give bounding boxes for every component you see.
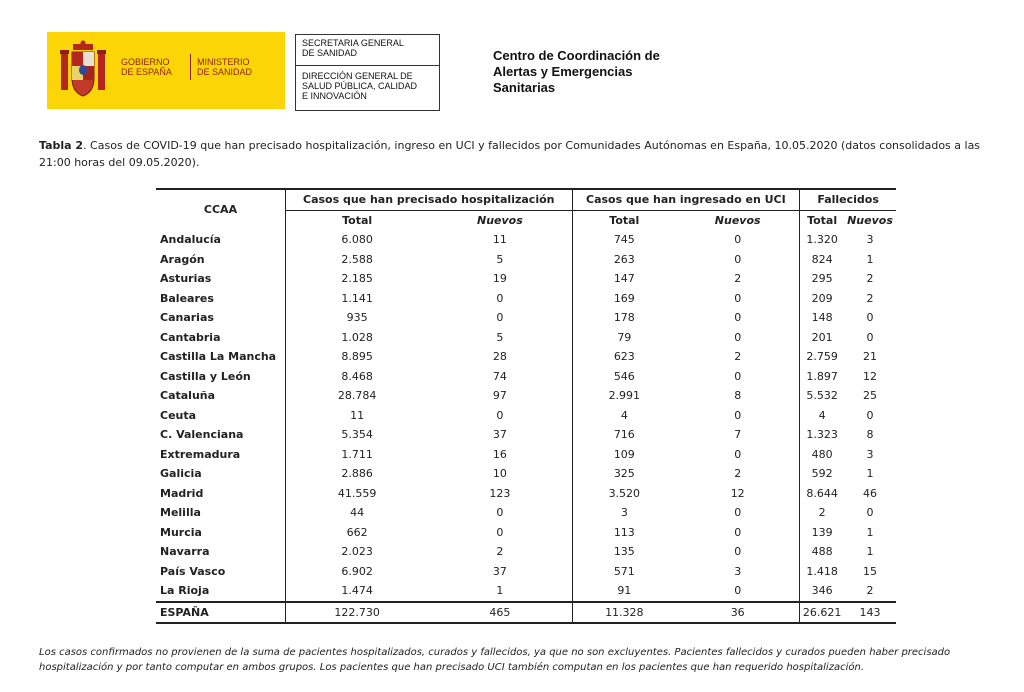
cell-fall-total: 5.532 [800,386,844,406]
cell-ccaa: Murcia [160,525,202,539]
cell-fall-nuevos: 0 [866,311,874,324]
cell-ccaa: Aragón [160,252,205,266]
table-row [156,367,896,387]
cell-fall-nuevos: 2 [866,584,874,597]
cell-uci-total: 109 [572,445,676,465]
cell-hosp-total: 1.141 [286,289,429,309]
table-row [156,308,896,328]
cell-uci-total: 3.520 [572,484,676,504]
cell-hosp-nuevos: 19 [492,272,507,285]
cell-ccaa: País Vasco [160,564,226,578]
table-row [156,445,896,465]
cell-ccaa: ESPAÑA [156,602,286,624]
cell-hosp-total: 41.559 [286,484,429,504]
table-row [156,328,896,348]
cell-hosp-nuevos: 10 [492,467,507,480]
cell-ccaa: C. Valenciana [160,428,244,441]
cell-ccaa: Madrid [160,486,204,500]
cell-uci-nuevos: 3 [734,564,742,578]
table-row [156,250,896,270]
cell-uci-total: 571 [572,562,676,582]
cell-ccaa: Cataluña [160,389,216,402]
cell-uci-nuevos: 2 [734,350,742,363]
cell-fall-total: 346 [800,581,844,602]
cell-ccaa: Asturias [160,272,212,285]
table-row [156,484,896,504]
cell-uci-nuevos: 2 [734,467,742,480]
cell-hosp-total: 2.023 [286,542,429,562]
total-row [156,602,896,624]
cell-fall-total: 26.621 [800,602,844,624]
cell-fall-nuevos: 12 [862,369,877,383]
table-body [156,230,896,623]
cell-ccaa: Galicia [160,467,202,480]
cell-hosp-nuevos: 28 [492,350,507,363]
cell-hosp-total: 8.895 [286,347,429,367]
cell-ccaa: Castilla La Mancha [160,350,277,363]
cell-uci-total: 716 [572,425,676,445]
cell-fall-nuevos: 1 [866,252,874,266]
cell-uci-nuevos: 7 [734,428,742,441]
cell-hosp-total: 8.468 [286,367,429,387]
uci-total-header: Total [572,210,676,230]
table-row [156,562,896,582]
cell-ccaa: Melilla [160,506,201,519]
cell-hosp-nuevos: 0 [496,408,504,422]
cell-uci-nuevos: 0 [734,525,742,539]
cell-fall-total: 1.418 [800,562,844,582]
cell-uci-nuevos: 0 [734,369,742,383]
cell-hosp-nuevos: 123 [489,486,511,500]
table-row [156,523,896,543]
secretaria-box [295,34,440,111]
cell-fall-nuevos: 2 [866,272,874,285]
secretaria-label: SECRETARIA GENERAL DE SANIDAD [296,35,439,66]
cell-hosp-total: 6.902 [286,562,429,582]
cell-hosp-total: 662 [286,523,429,543]
cell-fall-total: 480 [800,445,844,465]
table-row [156,347,896,367]
cell-uci-total: 2.991 [572,386,676,406]
cell-fall-total: 1.320 [800,230,844,250]
cell-fall-nuevos: 2 [866,291,874,305]
cell-hosp-total: 2.886 [286,464,429,484]
cell-ccaa: Cantabria [160,330,221,344]
cell-hosp-total: 44 [286,503,429,523]
cell-hosp-nuevos: 97 [492,389,507,402]
gobierno-label: GOBIERNO DE ESPAÑA [121,57,172,77]
group-uci-header: Casos que han ingresado en UCI [572,189,800,210]
cell-hosp-total: 6.080 [286,230,429,250]
table-row [156,464,896,484]
cell-uci-total: 135 [572,542,676,562]
group-fallecidos-header: Fallecidos [800,189,896,210]
cell-uci-nuevos: 0 [734,330,742,344]
cell-hosp-nuevos: 465 [428,602,572,624]
cell-hosp-nuevos: 37 [492,428,507,441]
cell-fall-nuevos: 3 [866,447,874,461]
cell-fall-nuevos: 46 [862,486,877,500]
cell-uci-nuevos: 0 [734,447,742,461]
cell-uci-total: 113 [572,523,676,543]
cell-hosp-nuevos: 1 [496,584,504,597]
direccion-label: DIRECCIÓN GENERAL DE SALUD PÚBLICA, CALIDAD E INNOVACIÓN [302,71,418,101]
covid-table [156,188,896,624]
cell-fall-nuevos: 1 [866,525,874,539]
logo-divider [190,54,191,80]
table-row [156,406,896,426]
cell-ccaa: Andalucía [160,233,221,246]
table-row [156,425,896,445]
cell-hosp-total: 1.474 [286,581,429,602]
cell-uci-nuevos: 36 [676,602,800,624]
cell-uci-total: 147 [572,269,676,289]
cell-hosp-total: 11 [286,406,429,426]
centro-coordinacion-title: Centro de Coordinación de Alertas y Emergencias Sanitarias [493,48,660,95]
cell-uci-nuevos: 0 [734,545,742,558]
table-row [156,581,896,602]
cell-uci-total: 3 [572,503,676,523]
cell-ccaa: Navarra [160,545,210,558]
cell-fall-total: 592 [800,464,844,484]
table-row [156,269,896,289]
cell-hosp-nuevos: 0 [496,311,504,324]
cell-fall-nuevos: 21 [862,350,877,363]
table-row [156,542,896,562]
uci-nuevos-header: Nuevos [714,213,761,227]
cell-uci-total: 169 [572,289,676,309]
cell-fall-nuevos: 0 [866,330,874,344]
cell-uci-total: 79 [572,328,676,348]
cell-uci-total: 745 [572,230,676,250]
cell-uci-total: 263 [572,250,676,270]
cell-uci-nuevos: 0 [734,233,742,246]
cell-hosp-nuevos: 16 [492,447,507,461]
cell-hosp-total: 1.711 [286,445,429,465]
coat-of-arms-icon [59,40,107,100]
cell-fall-total: 2 [800,503,844,523]
col-ccaa-header: CCAA [203,203,238,217]
ministerio-label: MINISTERIO DE SANIDAD [197,57,253,77]
cell-fall-total: 1.897 [800,367,844,387]
cell-uci-nuevos: 0 [734,311,742,324]
cell-hosp-total: 28.784 [286,386,429,406]
cell-ccaa: La Rioja [160,584,210,597]
cell-fall-total: 295 [800,269,844,289]
cell-uci-total: 11.328 [572,602,676,624]
cell-uci-nuevos: 8 [734,389,742,402]
cell-fall-nuevos: 15 [862,564,877,578]
caption-text: . Casos de COVID-19 que han precisado hospitalización, ingreso en UCI y fallecidos por Comunidades Autónomas en España, 10.05.2020 (datos consolidados a las 21:00 horas del 09.05.2020). [39,139,981,169]
cell-hosp-nuevos: 2 [496,545,504,558]
cell-uci-total: 325 [572,464,676,484]
cell-hosp-total: 2.185 [286,269,429,289]
cell-uci-total: 546 [572,367,676,387]
cell-hosp-nuevos: 0 [496,525,504,539]
cell-hosp-total: 122.730 [286,602,429,624]
cell-hosp-nuevos: 37 [492,564,507,578]
fall-nuevos-header: Nuevos [847,213,893,227]
fall-total-header: Total [800,210,844,230]
cell-uci-total: 91 [572,581,676,602]
cell-hosp-total: 2.588 [286,250,429,270]
cell-fall-nuevos: 1 [866,467,874,480]
cell-fall-total: 201 [800,328,844,348]
cell-hosp-total: 935 [286,308,429,328]
cell-hosp-nuevos: 0 [496,506,504,519]
cell-ccaa: Baleares [160,291,214,305]
footnote: Los casos confirmados no provienen de la suma de pacientes hospitalizados, curados y fallecidos, ya que no son excluyentes. Pacientes fallecidos y curados pueden haber precisado hospitalización y por tanto computar en ambos grupos. Los pacientes que han precisado UCI también computan en los pacientes que han requerido hospitalización. [39,647,951,673]
group-hospitalizacion-header: Casos que han precisado hospitalización [286,189,573,210]
cell-fall-total: 2.759 [800,347,844,367]
cell-fall-total: 148 [800,308,844,328]
cell-fall-nuevos: 25 [862,389,877,402]
cell-fall-total: 139 [800,523,844,543]
table-row [156,386,896,406]
cell-fall-total: 4 [800,406,844,426]
cell-hosp-nuevos: 74 [492,369,507,383]
cell-fall-total: 1.323 [800,425,844,445]
cell-fall-total: 209 [800,289,844,309]
cell-hosp-total: 5.354 [286,425,429,445]
cell-uci-nuevos: 0 [734,584,742,597]
cell-hosp-nuevos: 0 [496,291,504,305]
cell-uci-nuevos: 0 [734,408,742,422]
cell-hosp-nuevos: 5 [496,330,504,344]
table-caption [39,137,1014,171]
table-row [156,230,896,250]
cell-ccaa: Extremadura [160,447,241,461]
cell-uci-total: 4 [572,406,676,426]
cell-uci-total: 178 [572,308,676,328]
government-logo [47,32,285,109]
cell-uci-nuevos: 2 [734,272,742,285]
cell-fall-total: 824 [800,250,844,270]
cell-fall-total: 488 [800,542,844,562]
cell-fall-nuevos: 8 [866,428,874,441]
cell-uci-nuevos: 12 [730,486,745,500]
caption-label: Tabla 2 [39,139,84,152]
hosp-total-header: Total [286,210,429,230]
cell-fall-nuevos: 3 [866,233,874,246]
cell-fall-nuevos: 1 [866,545,874,558]
table-row [156,289,896,309]
table-row [156,503,896,523]
cell-uci-nuevos: 0 [734,291,742,305]
cell-ccaa: Ceuta [160,408,197,422]
cell-fall-total: 8.644 [800,484,844,504]
cell-hosp-nuevos: 11 [492,233,507,246]
cell-uci-nuevos: 0 [734,506,742,519]
cell-ccaa: Canarias [160,311,214,324]
cell-fall-nuevos: 0 [866,408,874,422]
cell-hosp-total: 1.028 [286,328,429,348]
hosp-nuevos-header: Nuevos [477,213,523,227]
cell-uci-nuevos: 0 [734,252,742,266]
cell-hosp-nuevos: 5 [496,252,504,266]
cell-uci-total: 623 [572,347,676,367]
cell-ccaa: Castilla y León [160,369,251,383]
cell-fall-nuevos: 0 [866,506,874,519]
cell-fall-nuevos: 143 [844,602,896,624]
